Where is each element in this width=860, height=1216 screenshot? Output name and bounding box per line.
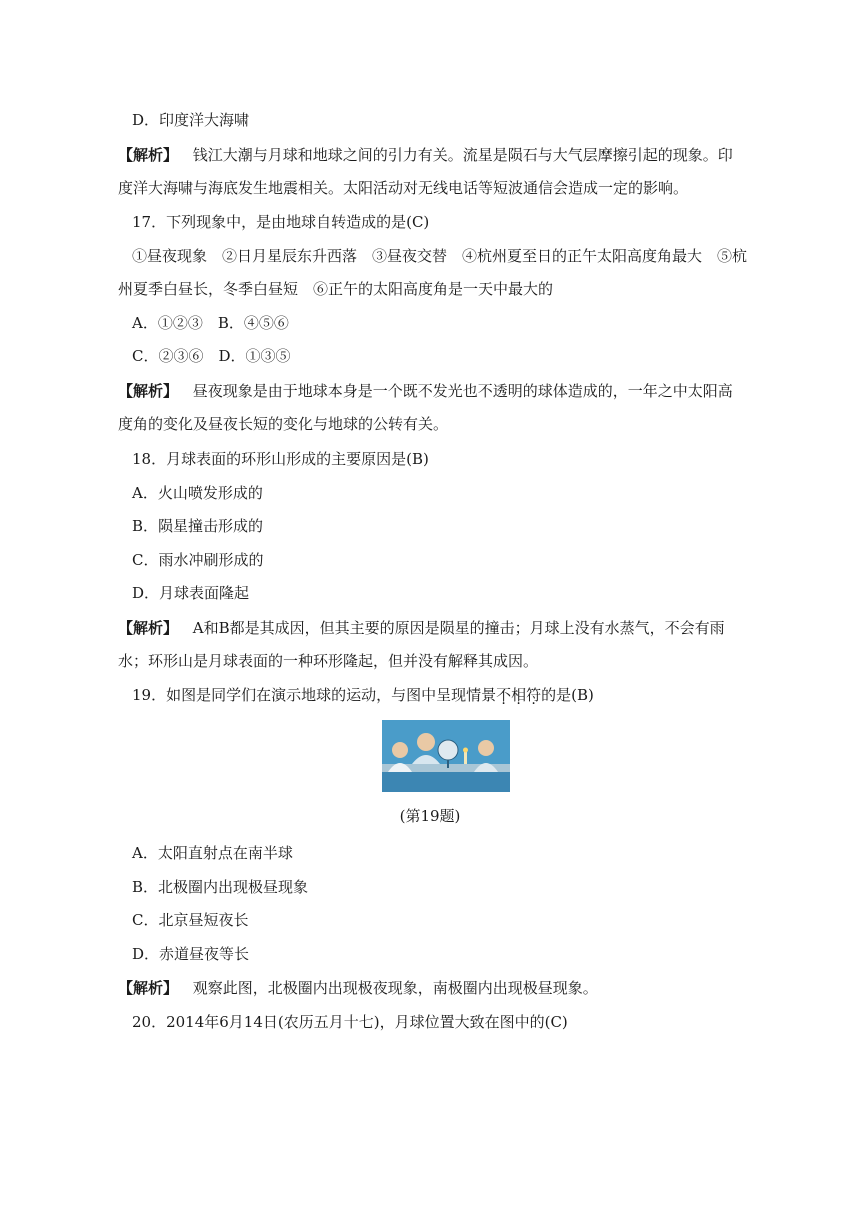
q20-stem: 20．2014年6月14日(农历五月十七)，月球位置大致在图中的(C) bbox=[132, 1013, 568, 1031]
q17-items-line2: 州夏季白昼长，冬季白昼短 ⑥正午的太阳高度角是一天中最大的 bbox=[118, 280, 554, 298]
q19-stem-post: 的是(B) bbox=[541, 686, 594, 704]
q16-analysis-line1 bbox=[118, 145, 733, 165]
q18-option-b: B．陨星撞击形成的 bbox=[132, 517, 264, 535]
q16-analysis-line2: 度洋大海啸与海底发生地震相关。太阳活动对无线电话等短波通信会造成一定的影响。 bbox=[118, 179, 689, 197]
analysis-label: 【解析】 bbox=[118, 619, 179, 637]
q19-option-c: C．北京昼短夜长 bbox=[132, 911, 249, 929]
analysis-text: 昼夜现象是由于地球本身是一个既不发光也不透明的球体造成的，一年之中太阳高 bbox=[192, 382, 733, 400]
analysis-label: 【解析】 bbox=[118, 979, 179, 997]
analysis-text: A和B都是其成因，但其主要的原因是陨星的撞击；月球上没有水蒸气，不会有雨 bbox=[192, 619, 725, 637]
q19-stem-pre: 19．如图是同学们在演示地球的运动，与图中呈现情景 bbox=[132, 686, 497, 704]
q17-stem: 17．下列现象中，是由地球自转造成的是(C) bbox=[132, 213, 430, 231]
q18-stem: 18．月球表面的环形山形成的主要原因是(B) bbox=[132, 450, 429, 468]
analysis-label: 【解析】 bbox=[118, 146, 179, 164]
q19-figure-image bbox=[382, 720, 510, 792]
q19-option-d: D．赤道昼夜等长 bbox=[132, 945, 250, 963]
q17-analysis-line1 bbox=[118, 381, 733, 401]
q17-options-line1: A．①②③ B．④⑤⑥ bbox=[132, 314, 289, 332]
q19-option-a: A．太阳直射点在南半球 bbox=[132, 844, 293, 862]
q18-analysis-line1 bbox=[118, 618, 725, 638]
q17-options-line2: C．②③⑥ D．①③⑤ bbox=[132, 347, 291, 365]
q18-option-a: A．火山喷发形成的 bbox=[132, 484, 263, 502]
q19-analysis-line1 bbox=[118, 978, 718, 998]
q19-option-b: B．北极圈内出现极昼现象 bbox=[132, 878, 309, 896]
q18-option-d: D．月球表面隆起 bbox=[132, 584, 250, 602]
q19-emphasis bbox=[496, 686, 541, 704]
q18-analysis-line2: 水；环形山是月球表面的一种环形隆起，但并没有解释其成因。 bbox=[118, 652, 539, 670]
emphasis-char: 相 bbox=[511, 686, 527, 704]
analysis-text: 观察此图，北极圈内出现极夜现象，南极圈内出现极昼现象。 bbox=[192, 979, 598, 997]
analysis-text: 钱江大潮与月球和地球之间的引力有关。流星是陨石与大气层摩擦引起的现象。印 bbox=[192, 146, 733, 164]
emphasis-char: 不 bbox=[496, 686, 512, 704]
q19-stem bbox=[132, 685, 732, 705]
analysis-label: 【解析】 bbox=[118, 382, 179, 400]
q19-figure-caption: (第19题) bbox=[399, 807, 461, 825]
q18-option-c: C．雨水冲刷形成的 bbox=[132, 551, 264, 569]
q17-analysis-line2: 度角的变化及昼夜长短的变化与地球的公转有关。 bbox=[118, 415, 449, 433]
q17-items-line1: ①昼夜现象 ②日月星辰东升西落 ③昼夜交替 ④杭州夏至日的正午太阳高度角最大 ⑤杭 bbox=[132, 247, 748, 265]
q16-option-d: D．印度洋大海啸 bbox=[132, 111, 250, 129]
emphasis-char: 符 bbox=[526, 686, 542, 704]
